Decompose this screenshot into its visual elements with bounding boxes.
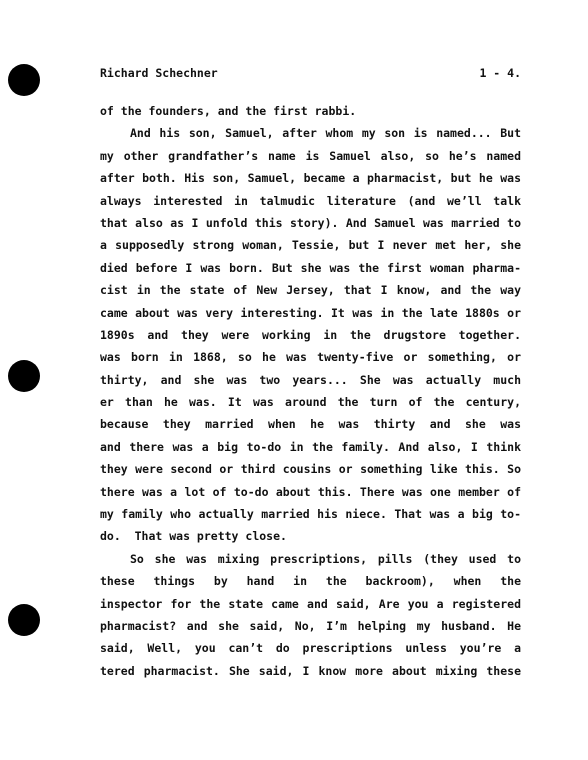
text-line: cist in the state of New Jersey, that I know, and the way bbox=[100, 283, 521, 298]
text-line: and there was a big to-do in the family. And also, I think bbox=[100, 439, 521, 454]
text-line: do. That was pretty close. bbox=[100, 529, 287, 544]
text-line: said, Well, you can’t do prescriptions unless you’re a bbox=[100, 641, 521, 656]
text-line: inspector for the state came and said, Are you a registered bbox=[100, 596, 521, 611]
text-line: these things by hand in the backroom), when the bbox=[100, 574, 521, 589]
text-line: always interested in talmudic literature (and we’ll talk bbox=[100, 193, 521, 208]
text-line: died before I was born. But she was the first woman pharma- bbox=[100, 260, 521, 275]
text-line: tered pharmacist. She said, I know more about mixing these bbox=[100, 663, 521, 678]
text-line: they were second or third cousins or something like this. So bbox=[100, 462, 521, 477]
text-line: that also as I unfold this story). And Samuel was married to bbox=[100, 215, 521, 230]
text-line: my family who actually married his niece. That was a big to- bbox=[100, 507, 521, 522]
text-line: thirty, and she was two years... She was actually much bbox=[100, 372, 521, 387]
text-line: after both. His son, Samuel, became a pharmacist, but he was bbox=[100, 171, 521, 186]
text-line: of the founders, and the first rabbi. bbox=[100, 104, 357, 118]
binder-hole-top bbox=[8, 64, 40, 96]
text-line: And his son, Samuel, after whom my son is named... But bbox=[130, 126, 521, 141]
text-line: was born in 1868, so he was twenty-five or something, or bbox=[100, 350, 521, 365]
text-line: pharmacist? and she said, No, I’m helping my husband. He bbox=[100, 618, 521, 633]
text-line: my other grandfather’s name is Samuel also, so he’s named bbox=[100, 148, 521, 163]
page-header bbox=[100, 66, 521, 80]
text-line: er than he was. It was around the turn of the century, bbox=[100, 395, 521, 410]
binder-hole-bottom bbox=[8, 604, 40, 636]
text-line: there was a lot of to-do about this. There was one member of bbox=[100, 484, 521, 499]
text-line: So she was mixing prescriptions, pills (they used to bbox=[130, 551, 521, 566]
text-line: came about was very interesting. It was in the late 1880s or bbox=[100, 305, 521, 320]
binder-hole-middle bbox=[8, 360, 40, 392]
document-body bbox=[100, 100, 521, 682]
text-line: because they married when he was thirty and she was bbox=[100, 417, 521, 432]
text-line: a supposedly strong woman, Tessie, but I never met her, she bbox=[100, 238, 521, 253]
text-line: 1890s and they were working in the drugstore together. bbox=[100, 327, 521, 342]
author-name: Richard Schechner bbox=[100, 66, 218, 80]
page-number: 1 - 4. bbox=[479, 66, 521, 80]
